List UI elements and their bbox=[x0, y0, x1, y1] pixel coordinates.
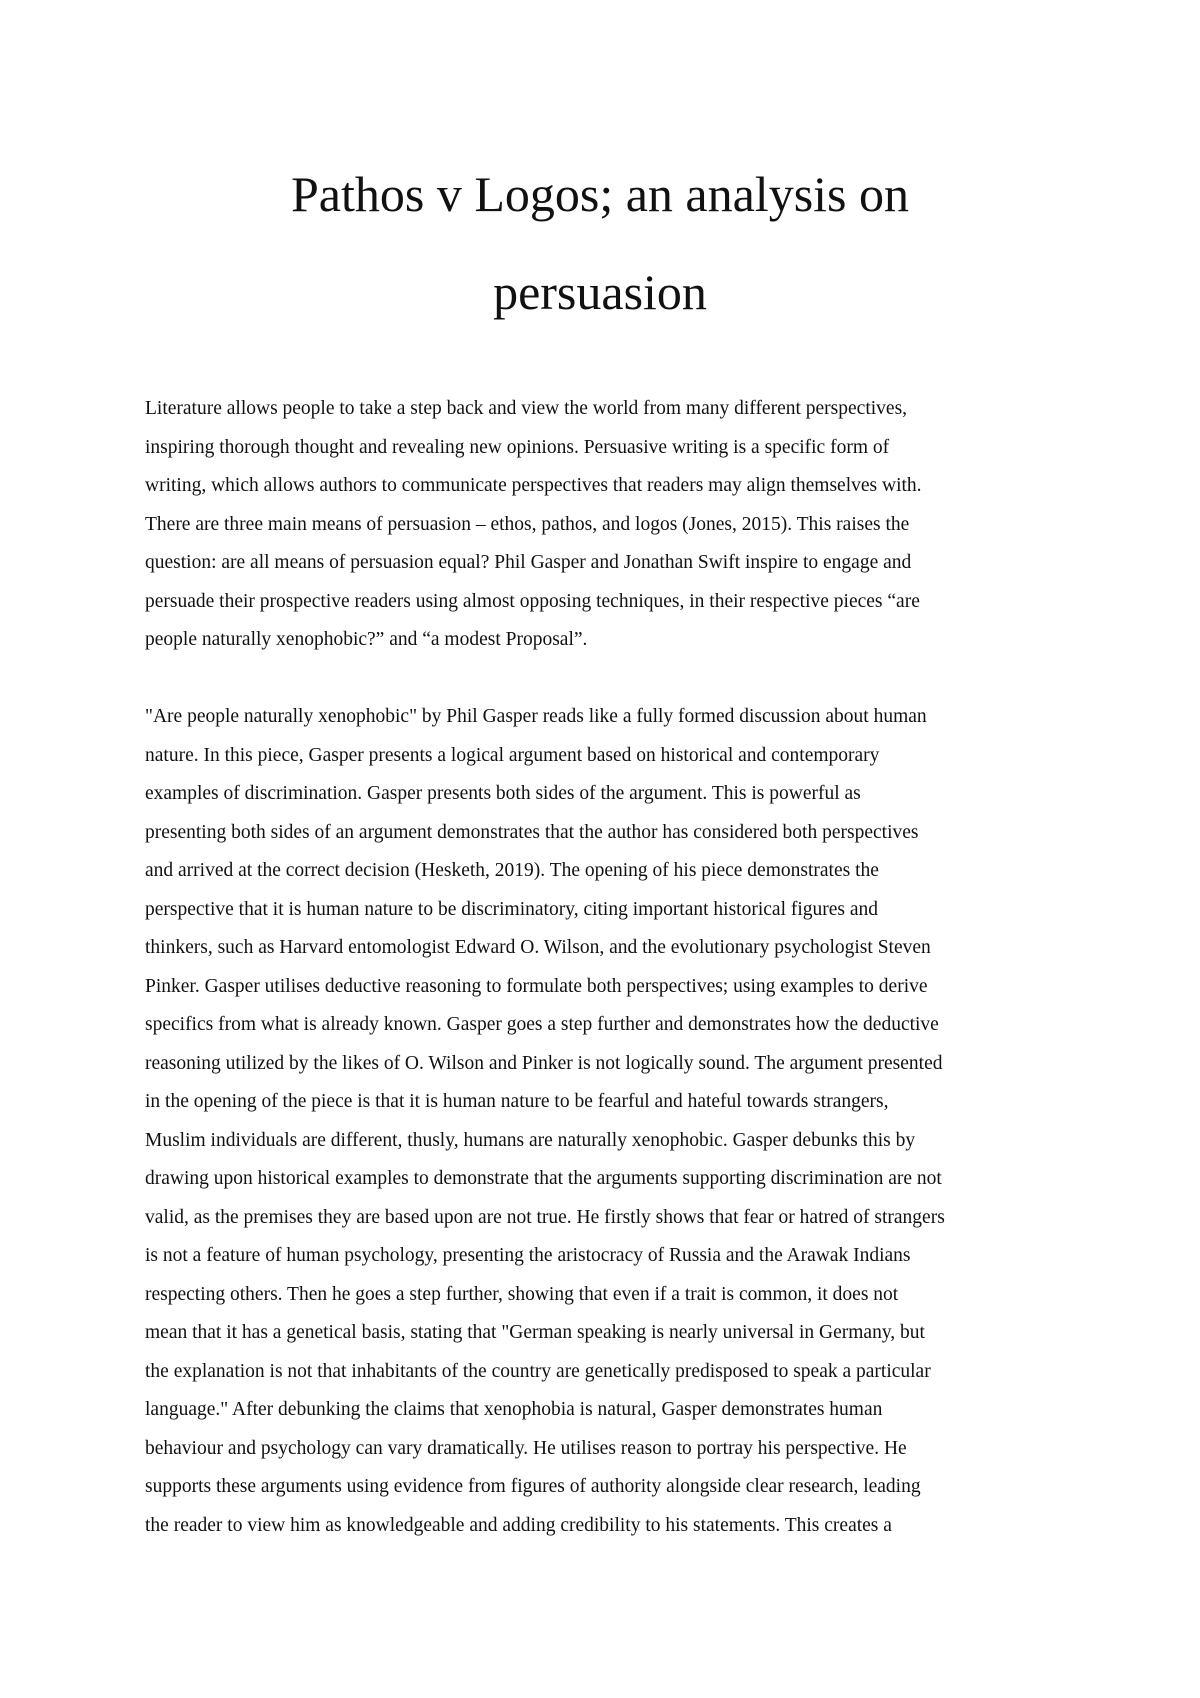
title-line: Pathos v Logos; an analysis on bbox=[290, 166, 910, 222]
text-line: behaviour and psychology can vary dramatically. He utilises reason to portray his perspective. He bbox=[145, 1437, 907, 1459]
text-line: persuade their prospective readers using almost opposing techniques, in their respective pieces “are bbox=[145, 590, 920, 612]
text-line: nature. In this piece, Gasper presents a logical argument based on historical and contemporary bbox=[145, 744, 880, 766]
text-line: thinkers, such as Harvard entomologist Edward O. Wilson, and the evolutionary psychologist Steven bbox=[145, 937, 931, 958]
text-line: people naturally xenophobic?” and “a modest Proposal”. bbox=[145, 629, 588, 650]
text-line: question: are all means of persuasion equal? Phil Gasper and Jonathan Swift inspire to engage and bbox=[145, 552, 912, 573]
body-paragraph-gasper bbox=[145, 698, 1075, 1545]
text-line: and arrived at the correct decision (Hesketh, 2019). The opening of his piece demonstrates the bbox=[145, 860, 879, 881]
body-paragraph-intro bbox=[145, 390, 1075, 660]
text-line: perspective that it is human nature to be discriminatory, citing important historical figures and bbox=[145, 898, 879, 920]
text-line: specifics from what is already known. Gasper goes a step further and demonstrates how the deductive bbox=[145, 1014, 939, 1035]
text-line: language." After debunking the claims that xenophobia is natural, Gasper demonstrates human bbox=[145, 1399, 883, 1420]
text-line: supports these arguments using evidence from figures of authority alongside clear research, leading bbox=[145, 1476, 921, 1497]
text-line: examples of discrimination. Gasper presents both sides of the argument. This is powerful as bbox=[145, 783, 861, 804]
text-line: There are three main means of persuasion – ethos, pathos, and logos (Jones, 2015). This raises the bbox=[145, 513, 910, 535]
text-line: the explanation is not that inhabitants of the country are genetically predisposed to speak a particular bbox=[145, 1360, 931, 1382]
text-line: inspiring thorough thought and revealing new opinions. Persuasive writing is a specific form of bbox=[145, 436, 890, 458]
text-line: Pinker. Gasper utilises deductive reasoning to formulate both perspectives; using examples to derive bbox=[145, 975, 928, 997]
text-line: is not a feature of human psychology, presenting the aristocracy of Russia and the Arawak Indians bbox=[145, 1245, 911, 1266]
document-title bbox=[0, 145, 1200, 341]
text-line: reasoning utilized by the likes of O. Wilson and Pinker is not logically sound. The argument presented bbox=[145, 1052, 943, 1074]
text-line: Literature allows people to take a step back and view the world from many different perspectives, bbox=[145, 398, 908, 419]
text-line: valid, as the premises they are based upon are not true. He firstly shows that fear or hatred of strangers bbox=[145, 1206, 945, 1228]
title-line: persuasion bbox=[493, 264, 707, 320]
text-line: in the opening of the piece is that it is human nature to be fearful and hateful towards strangers, bbox=[145, 1091, 889, 1112]
text-line: drawing upon historical examples to demonstrate that the arguments supporting discrimination are not bbox=[145, 1168, 942, 1189]
text-line: the reader to view him as knowledgeable and adding credibility to his statements. This creates a bbox=[145, 1514, 892, 1536]
text-line: Muslim individuals are different, thusly, humans are naturally xenophobic. Gasper debunks this by bbox=[145, 1129, 916, 1151]
text-line: "Are people naturally xenophobic" by Phil Gasper reads like a fully formed discussion about human bbox=[145, 706, 927, 727]
text-line: writing, which allows authors to communicate perspectives that readers may align themselves with. bbox=[145, 475, 922, 496]
text-line: respecting others. Then he goes a step further, showing that even if a trait is common, it does not bbox=[145, 1283, 899, 1305]
text-line: mean that it has a genetical basis, stating that "German speaking is nearly universal in Germany, but bbox=[145, 1322, 925, 1343]
text-line: presenting both sides of an argument demonstrates that the author has considered both perspectives bbox=[145, 821, 919, 843]
